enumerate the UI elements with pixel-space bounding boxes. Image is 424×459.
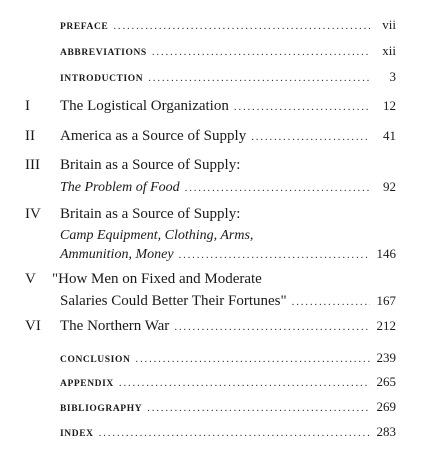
dot-leader bbox=[148, 72, 370, 84]
toc-page-number: 269 bbox=[376, 399, 396, 414]
toc-page-number: xii bbox=[382, 43, 396, 58]
toc-page-number: 146 bbox=[376, 246, 396, 261]
toc-entry-label: INTRODUCTION bbox=[60, 74, 144, 84]
dot-leader bbox=[99, 427, 370, 439]
toc-page-number: 265 bbox=[376, 374, 396, 389]
dot-leader bbox=[251, 131, 370, 143]
chapter-subtitle: Ammunition, Money bbox=[60, 247, 174, 262]
chapter-title-continued: Salaries Could Better Their Fortunes" bbox=[60, 293, 287, 309]
toc-page-number: 3 bbox=[389, 69, 396, 84]
chapter-title: "How Men on Fixed and Moderate bbox=[52, 271, 262, 287]
toc-page-number: 239 bbox=[376, 350, 396, 365]
chapter-subtitle: The Problem of Food bbox=[60, 180, 180, 195]
dot-leader bbox=[234, 101, 370, 113]
toc-entry-index[interactable] bbox=[0, 424, 424, 446]
toc-chapter-2[interactable] bbox=[0, 128, 424, 150]
toc-entry-preface[interactable] bbox=[0, 17, 424, 39]
toc-entry-label: ABBREVIATIONS bbox=[60, 48, 147, 58]
chapter-title: The Logistical Organization bbox=[60, 98, 229, 114]
dot-leader bbox=[147, 402, 370, 414]
toc-page-number: 92 bbox=[383, 179, 396, 194]
toc-chapter-4[interactable] bbox=[0, 206, 424, 266]
chapter-subtitle: Camp Equipment, Clothing, Arms, bbox=[60, 228, 254, 243]
dot-leader bbox=[185, 182, 370, 194]
toc-chapter-5[interactable] bbox=[0, 271, 424, 313]
toc-page-number: 12 bbox=[383, 98, 396, 113]
toc-entry-abbreviations[interactable] bbox=[0, 43, 424, 65]
toc-page-number: 41 bbox=[383, 128, 396, 143]
dot-leader bbox=[152, 46, 370, 58]
chapter-title: Britain as a Source of Supply: bbox=[60, 206, 241, 222]
dot-leader bbox=[174, 321, 370, 333]
dot-leader bbox=[179, 249, 370, 261]
toc-entry-introduction[interactable] bbox=[0, 69, 424, 91]
toc-chapter-6[interactable] bbox=[0, 318, 424, 340]
toc-page-number: 212 bbox=[376, 318, 396, 333]
toc-entry-label: PREFACE bbox=[60, 22, 109, 32]
chapter-title: Britain as a Source of Supply: bbox=[60, 157, 241, 173]
toc-page-number: 167 bbox=[376, 293, 396, 308]
chapter-number: V bbox=[25, 271, 36, 287]
toc-entry-bibliography[interactable] bbox=[0, 399, 424, 421]
toc-page-number: vii bbox=[382, 17, 396, 32]
toc-chapter-1[interactable] bbox=[0, 98, 424, 120]
toc-entry-label: INDEX bbox=[60, 429, 94, 439]
toc-entry-label: BIBLIOGRAPHY bbox=[60, 404, 143, 414]
toc-entry-appendix[interactable] bbox=[0, 374, 424, 396]
toc-entry-label: APPENDIX bbox=[60, 379, 114, 389]
toc-entry-conclusion[interactable] bbox=[0, 350, 424, 372]
toc-chapter-3[interactable] bbox=[0, 157, 424, 199]
chapter-number: II bbox=[25, 128, 35, 144]
chapter-number: I bbox=[25, 98, 30, 114]
dot-leader bbox=[113, 20, 370, 32]
chapter-title: America as a Source of Supply bbox=[60, 128, 247, 144]
chapter-number: IV bbox=[25, 206, 41, 222]
chapter-number: III bbox=[25, 157, 40, 173]
dot-leader bbox=[119, 377, 370, 389]
chapter-number: VI bbox=[25, 318, 41, 334]
toc-page-number: 283 bbox=[376, 424, 396, 439]
dot-leader bbox=[135, 353, 370, 365]
chapter-title: The Northern War bbox=[60, 318, 170, 334]
dot-leader bbox=[292, 296, 370, 308]
toc-entry-label: CONCLUSION bbox=[60, 355, 131, 365]
